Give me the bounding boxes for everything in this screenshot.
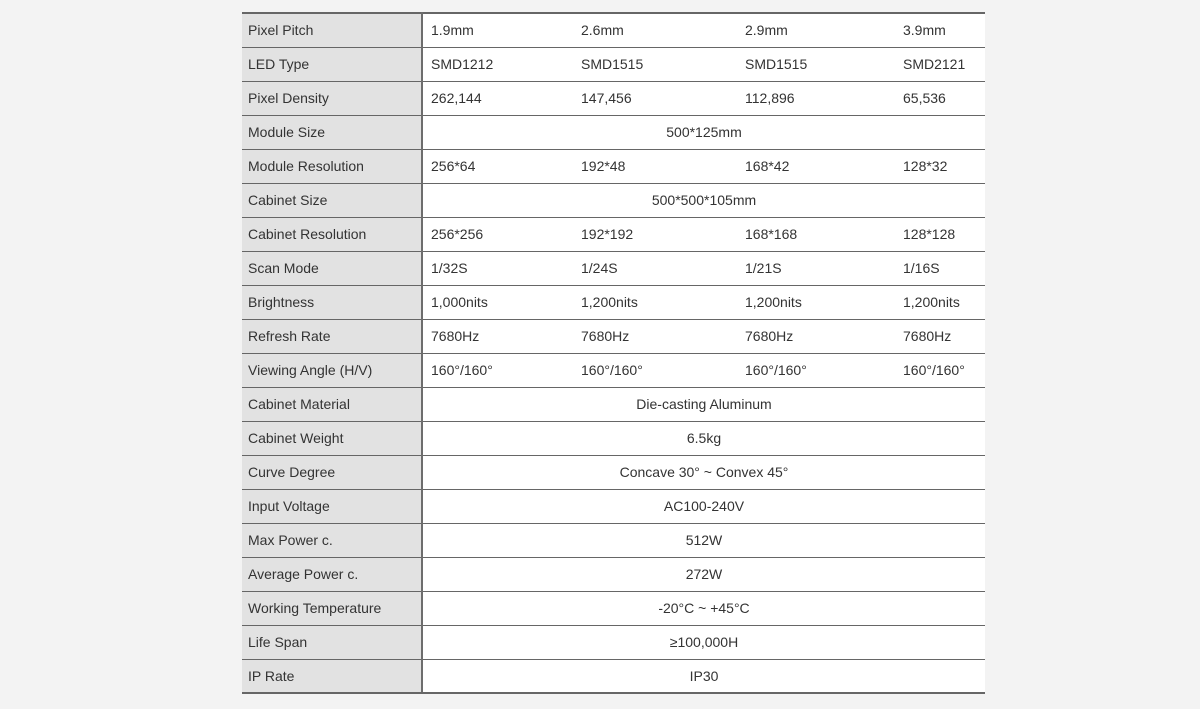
spec-value: 147,456 [573, 81, 737, 115]
spec-value: 7680Hz [895, 319, 985, 353]
spec-value: 128*32 [895, 149, 985, 183]
spec-label: Cabinet Material [242, 387, 422, 421]
spec-value-merged: 512W [422, 523, 985, 557]
spec-label: Viewing Angle (H/V) [242, 353, 422, 387]
spec-value: 160°/160° [422, 353, 573, 387]
spec-value-merged: AC100-240V [422, 489, 985, 523]
spec-row [242, 659, 985, 693]
spec-label: Average Power c. [242, 557, 422, 591]
spec-value: 1/16S [895, 251, 985, 285]
spec-value: 262,144 [422, 81, 573, 115]
spec-row [242, 217, 985, 251]
spec-label: Cabinet Weight [242, 421, 422, 455]
spec-value: 1/21S [737, 251, 895, 285]
spec-label: Brightness [242, 285, 422, 319]
spec-value-merged: 6.5kg [422, 421, 985, 455]
spec-value: 160°/160° [573, 353, 737, 387]
spec-label: LED Type [242, 47, 422, 81]
spec-value: SMD1212 [422, 47, 573, 81]
spec-value: 160°/160° [737, 353, 895, 387]
spec-value: 2.9mm [737, 13, 895, 47]
spec-label: Scan Mode [242, 251, 422, 285]
spec-label: Pixel Pitch [242, 13, 422, 47]
spec-label: Input Voltage [242, 489, 422, 523]
spec-label: Refresh Rate [242, 319, 422, 353]
spec-row [242, 115, 985, 149]
spec-row [242, 489, 985, 523]
spec-value: 7680Hz [422, 319, 573, 353]
spec-value-merged: IP30 [422, 659, 985, 693]
spec-table-body [242, 13, 985, 693]
spec-label: Working Temperature [242, 591, 422, 625]
spec-row [242, 591, 985, 625]
spec-value: SMD1515 [573, 47, 737, 81]
spec-row [242, 149, 985, 183]
spec-value: 65,536 [895, 81, 985, 115]
spec-label: IP Rate [242, 659, 422, 693]
spec-row [242, 81, 985, 115]
spec-label: Curve Degree [242, 455, 422, 489]
spec-value: 1,200nits [895, 285, 985, 319]
spec-label: Cabinet Size [242, 183, 422, 217]
spec-value: 160°/160° [895, 353, 985, 387]
spec-value-merged: Concave 30° ~ Convex 45° [422, 455, 985, 489]
spec-row [242, 557, 985, 591]
spec-value: 1,000nits [422, 285, 573, 319]
spec-row [242, 353, 985, 387]
spec-value: 1,200nits [737, 285, 895, 319]
spec-value: 7680Hz [573, 319, 737, 353]
spec-label: Max Power c. [242, 523, 422, 557]
spec-value-merged: -20°C ~ +45°C [422, 591, 985, 625]
spec-row [242, 387, 985, 421]
spec-row [242, 625, 985, 659]
spec-value: 112,896 [737, 81, 895, 115]
spec-value: 1.9mm [422, 13, 573, 47]
spec-value: 128*128 [895, 217, 985, 251]
spec-value: 2.6mm [573, 13, 737, 47]
spec-label: Module Resolution [242, 149, 422, 183]
spec-row [242, 523, 985, 557]
spec-row [242, 455, 985, 489]
spec-value: 7680Hz [737, 319, 895, 353]
spec-value: 168*168 [737, 217, 895, 251]
spec-label: Module Size [242, 115, 422, 149]
spec-value-merged: 500*125mm [422, 115, 985, 149]
spec-value: 256*64 [422, 149, 573, 183]
spec-value-merged: ≥100,000H [422, 625, 985, 659]
spec-value: SMD1515 [737, 47, 895, 81]
spec-value: 1,200nits [573, 285, 737, 319]
spec-row [242, 47, 985, 81]
spec-row [242, 13, 985, 47]
spec-value: 192*192 [573, 217, 737, 251]
spec-value: 168*42 [737, 149, 895, 183]
spec-value: 1/32S [422, 251, 573, 285]
spec-table [242, 12, 985, 694]
spec-value: 1/24S [573, 251, 737, 285]
spec-value: SMD2121 [895, 47, 985, 81]
spec-value-merged: 500*500*105mm [422, 183, 985, 217]
spec-value: 256*256 [422, 217, 573, 251]
spec-label: Pixel Density [242, 81, 422, 115]
spec-label: Cabinet Resolution [242, 217, 422, 251]
spec-value: 192*48 [573, 149, 737, 183]
spec-row [242, 285, 985, 319]
spec-label: Life Span [242, 625, 422, 659]
spec-row [242, 183, 985, 217]
spec-row [242, 319, 985, 353]
spec-value-merged: 272W [422, 557, 985, 591]
spec-row [242, 251, 985, 285]
spec-value: 3.9mm [895, 13, 985, 47]
spec-row [242, 421, 985, 455]
spec-value-merged: Die-casting Aluminum [422, 387, 985, 421]
